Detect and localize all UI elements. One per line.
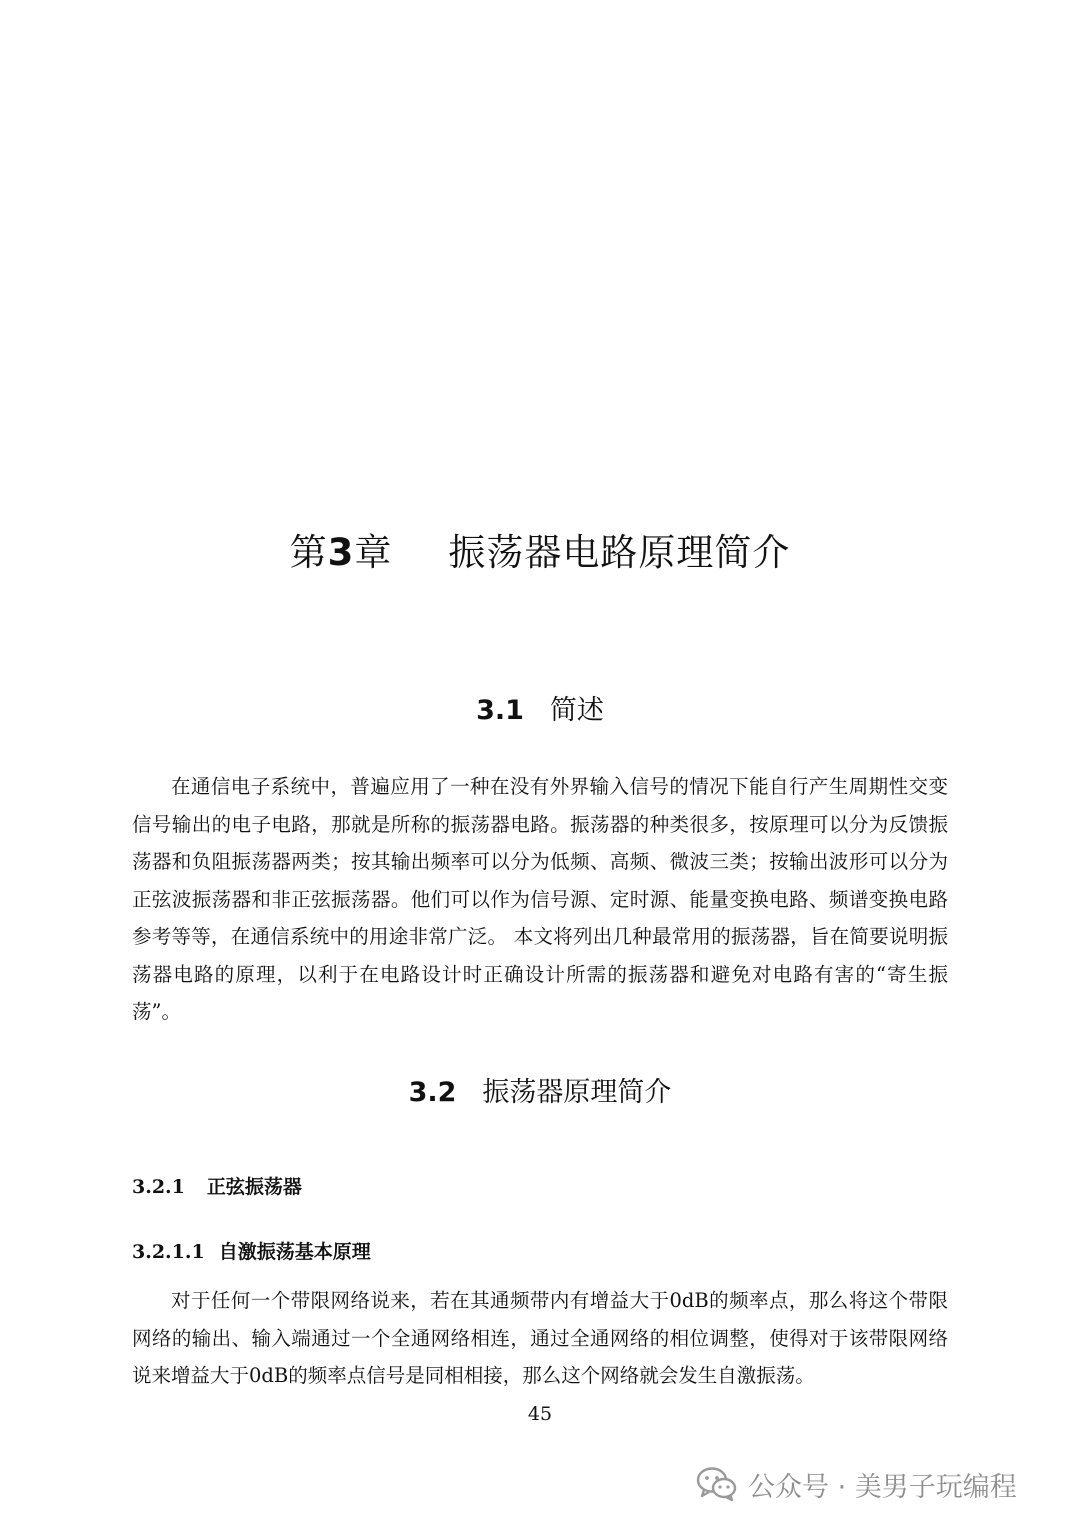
subsection-number: 3.2.1 [132,1176,185,1198]
subsection-title: 正弦振荡器 [206,1176,302,1198]
wechat-icon [696,1466,738,1502]
section-title: 振荡器原理简介 [482,1077,672,1108]
chapter-title-text: 振荡器电路原理简介 [448,531,791,574]
subsection-heading-3-2-1 [132,1172,302,1199]
section-number: 3.2 [408,1077,457,1108]
page-number: 45 [527,1403,553,1425]
section-heading-3-1 [0,688,1080,727]
subsubsection-title: 自激振荡基本原理 [218,1241,371,1263]
chapter-suffix: 章 [354,531,393,574]
chapter-prefix: 第 [289,531,328,574]
section-number: 3.1 [476,695,524,726]
chapter-title [0,522,1080,576]
chapter-number: 3 [327,531,355,574]
subsubsection-number: 3.2.1.1 [132,1241,205,1263]
section-title: 简述 [549,695,604,726]
watermark-text: 公众号 · 美男子玩编程 [748,1471,1017,1503]
paragraph-self-oscillation: 对于任何一个带限网络说来，若在其通频带内有增益大于0dB的频率点，那么将这个带限网络的输出、输入端通过一个全通网络相连，通过全通网络的相位调整，使得对于该带限网络说来增益大于0dB的频率点信号是同相相接，那么这个网络就会发生自激振荡。 [132,1289,948,1387]
section-heading-3-2 [0,1070,1080,1109]
paragraph-overview: 在通信电子系统中，普遍应用了一种在没有外界输入信号的情况下能自行产生周期性交变信号输出的电子电路，那就是所称的振荡器电路。振荡器的种类很多，按原理可以分为反馈振荡器和负阻振荡器两类；按其输出频率可以分为低频、高频、微波三类；按输出波形可以分为正弦波振荡器和非正弦振荡器。他们可以作为信号源、定时源、能量变换电路、频谱变换电路参考等等，在通信系统中的用途非常广泛。 本文将列出几种最常用的振荡器，旨在简要说明振荡器电路的原理，以利于在电路设计时正确设计所需的振荡器和避免对电路有害的“寄生振荡”。 [132,775,948,1023]
subsubsection-heading-3-2-1-1 [132,1237,371,1264]
watermark [696,1460,1017,1508]
